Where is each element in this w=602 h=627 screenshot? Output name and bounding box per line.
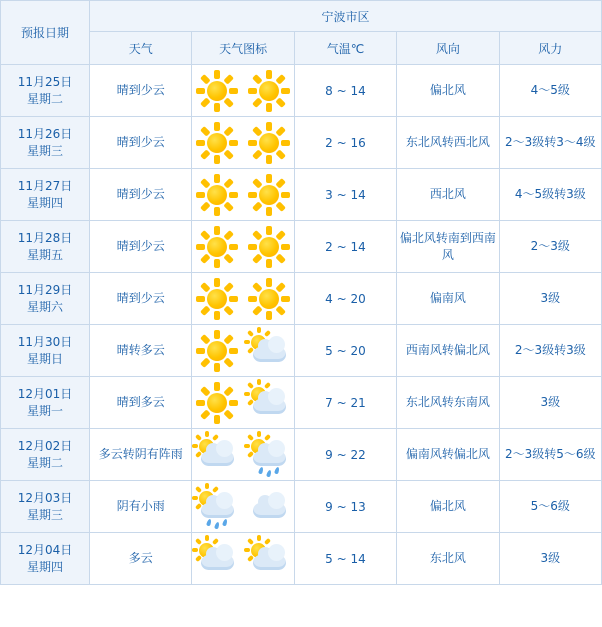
sun-cloud-icon bbox=[196, 538, 238, 580]
cell-temperature: 9 ~ 13 bbox=[294, 481, 396, 533]
cell-wind-force: 4～5级转3级 bbox=[499, 169, 601, 221]
date-line: 11月27日 bbox=[17, 179, 73, 194]
cell-weather-icons bbox=[192, 117, 294, 169]
cell-weather-icons bbox=[192, 221, 294, 273]
cell-weather: 晴到多云 bbox=[90, 377, 192, 429]
cell-weather-icons bbox=[192, 533, 294, 585]
cell-temperature: 5 ~ 20 bbox=[294, 325, 396, 377]
cell-temperature: 2 ~ 14 bbox=[294, 221, 396, 273]
sun-icon bbox=[248, 122, 290, 164]
cell-wind-direction: 东北风转西北风 bbox=[397, 117, 499, 169]
cell-date bbox=[1, 273, 90, 325]
table-row bbox=[1, 221, 602, 273]
date-line: 11月25日 bbox=[17, 75, 73, 90]
weekday-line: 星期二 bbox=[26, 91, 63, 106]
header-icon: 天气图标 bbox=[192, 32, 294, 65]
cell-wind-direction: 西南风转偏北风 bbox=[397, 325, 499, 377]
cell-wind-direction: 西北风 bbox=[397, 169, 499, 221]
cell-date bbox=[1, 325, 90, 377]
cloud-icon bbox=[248, 486, 290, 528]
date-line: 12月03日 bbox=[17, 491, 73, 506]
cell-wind-direction: 偏南风转偏北风 bbox=[397, 429, 499, 481]
cell-date bbox=[1, 221, 90, 273]
cell-temperature: 8 ~ 14 bbox=[294, 65, 396, 117]
cell-weather-icons bbox=[192, 429, 294, 481]
cell-weather: 多云 bbox=[90, 533, 192, 585]
header-weather: 天气 bbox=[90, 32, 192, 65]
table-row bbox=[1, 533, 602, 585]
cell-date bbox=[1, 429, 90, 481]
title-row bbox=[1, 1, 602, 32]
cell-weather-icons bbox=[192, 377, 294, 429]
date-line: 11月30日 bbox=[17, 335, 73, 350]
sun-icon bbox=[196, 382, 238, 424]
weekday-line: 星期六 bbox=[26, 299, 63, 314]
table-row bbox=[1, 65, 602, 117]
cell-wind-force: 4～5级 bbox=[499, 65, 601, 117]
table-row bbox=[1, 117, 602, 169]
cell-wind-direction: 偏北风 bbox=[397, 65, 499, 117]
cell-wind-direction: 东北风转东南风 bbox=[397, 377, 499, 429]
cloud-rain-icon bbox=[196, 486, 238, 528]
sun-icon bbox=[196, 174, 238, 216]
sun-cloud-icon bbox=[248, 382, 290, 424]
sun-cloud-icon bbox=[196, 434, 238, 476]
cell-date bbox=[1, 481, 90, 533]
sun-icon bbox=[196, 330, 238, 372]
table-row bbox=[1, 377, 602, 429]
cell-date bbox=[1, 65, 90, 117]
cell-wind-force: 5～6级 bbox=[499, 481, 601, 533]
table-row bbox=[1, 273, 602, 325]
cell-wind-direction: 偏北风 bbox=[397, 481, 499, 533]
icon-group bbox=[193, 382, 292, 424]
icon-group bbox=[193, 538, 292, 580]
date-line: 11月28日 bbox=[17, 231, 73, 246]
icon-group bbox=[193, 278, 292, 320]
date-line: 11月29日 bbox=[17, 283, 73, 298]
cell-wind-direction: 偏南风 bbox=[397, 273, 499, 325]
icon-group bbox=[193, 122, 292, 164]
weekday-line: 星期四 bbox=[26, 195, 63, 210]
cell-weather-icons bbox=[192, 65, 294, 117]
cell-wind-force: 3级 bbox=[499, 533, 601, 585]
cloud-rain-icon bbox=[248, 434, 290, 476]
sun-icon bbox=[248, 70, 290, 112]
cell-weather: 晴到少云 bbox=[90, 273, 192, 325]
table-head bbox=[1, 1, 602, 65]
cell-weather-icons bbox=[192, 325, 294, 377]
sun-icon bbox=[248, 278, 290, 320]
table-title: 宁波市区 bbox=[90, 1, 602, 32]
sun-cloud-icon bbox=[248, 330, 290, 372]
cell-weather: 晴到少云 bbox=[90, 117, 192, 169]
cell-temperature: 7 ~ 21 bbox=[294, 377, 396, 429]
cell-weather: 阴有小雨 bbox=[90, 481, 192, 533]
weekday-line: 星期三 bbox=[26, 143, 63, 158]
cell-temperature: 5 ~ 14 bbox=[294, 533, 396, 585]
table-row bbox=[1, 429, 602, 481]
cell-weather: 晴到少云 bbox=[90, 169, 192, 221]
date-line: 12月01日 bbox=[17, 387, 73, 402]
icon-group bbox=[193, 174, 292, 216]
cell-weather: 晴转多云 bbox=[90, 325, 192, 377]
cell-weather: 晴到少云 bbox=[90, 65, 192, 117]
sun-icon bbox=[196, 70, 238, 112]
cell-wind-force: 3级 bbox=[499, 273, 601, 325]
cell-date bbox=[1, 169, 90, 221]
cell-date bbox=[1, 533, 90, 585]
table-row bbox=[1, 481, 602, 533]
header-row bbox=[1, 32, 602, 65]
cell-wind-direction: 偏北风转南到西南风 bbox=[397, 221, 499, 273]
icon-group bbox=[193, 486, 292, 528]
sun-icon bbox=[248, 174, 290, 216]
cell-temperature: 2 ~ 16 bbox=[294, 117, 396, 169]
weekday-line: 星期三 bbox=[26, 507, 63, 522]
cell-date bbox=[1, 117, 90, 169]
sun-cloud-icon bbox=[248, 538, 290, 580]
header-wind-force: 风力 bbox=[499, 32, 601, 65]
date-line: 12月02日 bbox=[17, 439, 73, 454]
header-wind-direction: 风向 bbox=[397, 32, 499, 65]
table-row bbox=[1, 169, 602, 221]
icon-group bbox=[193, 434, 292, 476]
weekday-line: 星期四 bbox=[26, 559, 63, 574]
weekday-line: 星期日 bbox=[26, 351, 63, 366]
cell-wind-force: 2～3级 bbox=[499, 221, 601, 273]
weekday-line: 星期二 bbox=[26, 455, 63, 470]
table-body bbox=[1, 65, 602, 585]
header-temp: 气温℃ bbox=[294, 32, 396, 65]
weekday-line: 星期五 bbox=[26, 247, 63, 262]
sun-icon bbox=[248, 226, 290, 268]
cell-weather: 多云转阴有阵雨 bbox=[90, 429, 192, 481]
cell-temperature: 3 ~ 14 bbox=[294, 169, 396, 221]
weekday-line: 星期一 bbox=[26, 403, 63, 418]
table-row bbox=[1, 325, 602, 377]
cell-wind-direction: 东北风 bbox=[397, 533, 499, 585]
cell-weather: 晴到少云 bbox=[90, 221, 192, 273]
cell-weather-icons bbox=[192, 481, 294, 533]
cell-wind-force: 2～3级转3级 bbox=[499, 325, 601, 377]
cell-weather-icons bbox=[192, 273, 294, 325]
cell-temperature: 9 ~ 22 bbox=[294, 429, 396, 481]
cell-wind-force: 2～3级转3～4级 bbox=[499, 117, 601, 169]
date-line: 11月26日 bbox=[17, 127, 73, 142]
date-line: 12月04日 bbox=[17, 543, 73, 558]
cell-temperature: 4 ~ 20 bbox=[294, 273, 396, 325]
cell-weather-icons bbox=[192, 169, 294, 221]
icon-group bbox=[193, 330, 292, 372]
cell-wind-force: 2～3级转5～6级 bbox=[499, 429, 601, 481]
icon-group bbox=[193, 70, 292, 112]
cell-date bbox=[1, 377, 90, 429]
sun-icon bbox=[196, 278, 238, 320]
sun-icon bbox=[196, 122, 238, 164]
sun-icon bbox=[196, 226, 238, 268]
cell-wind-force: 3级 bbox=[499, 377, 601, 429]
header-date: 预报日期 bbox=[1, 1, 90, 65]
icon-group bbox=[193, 226, 292, 268]
